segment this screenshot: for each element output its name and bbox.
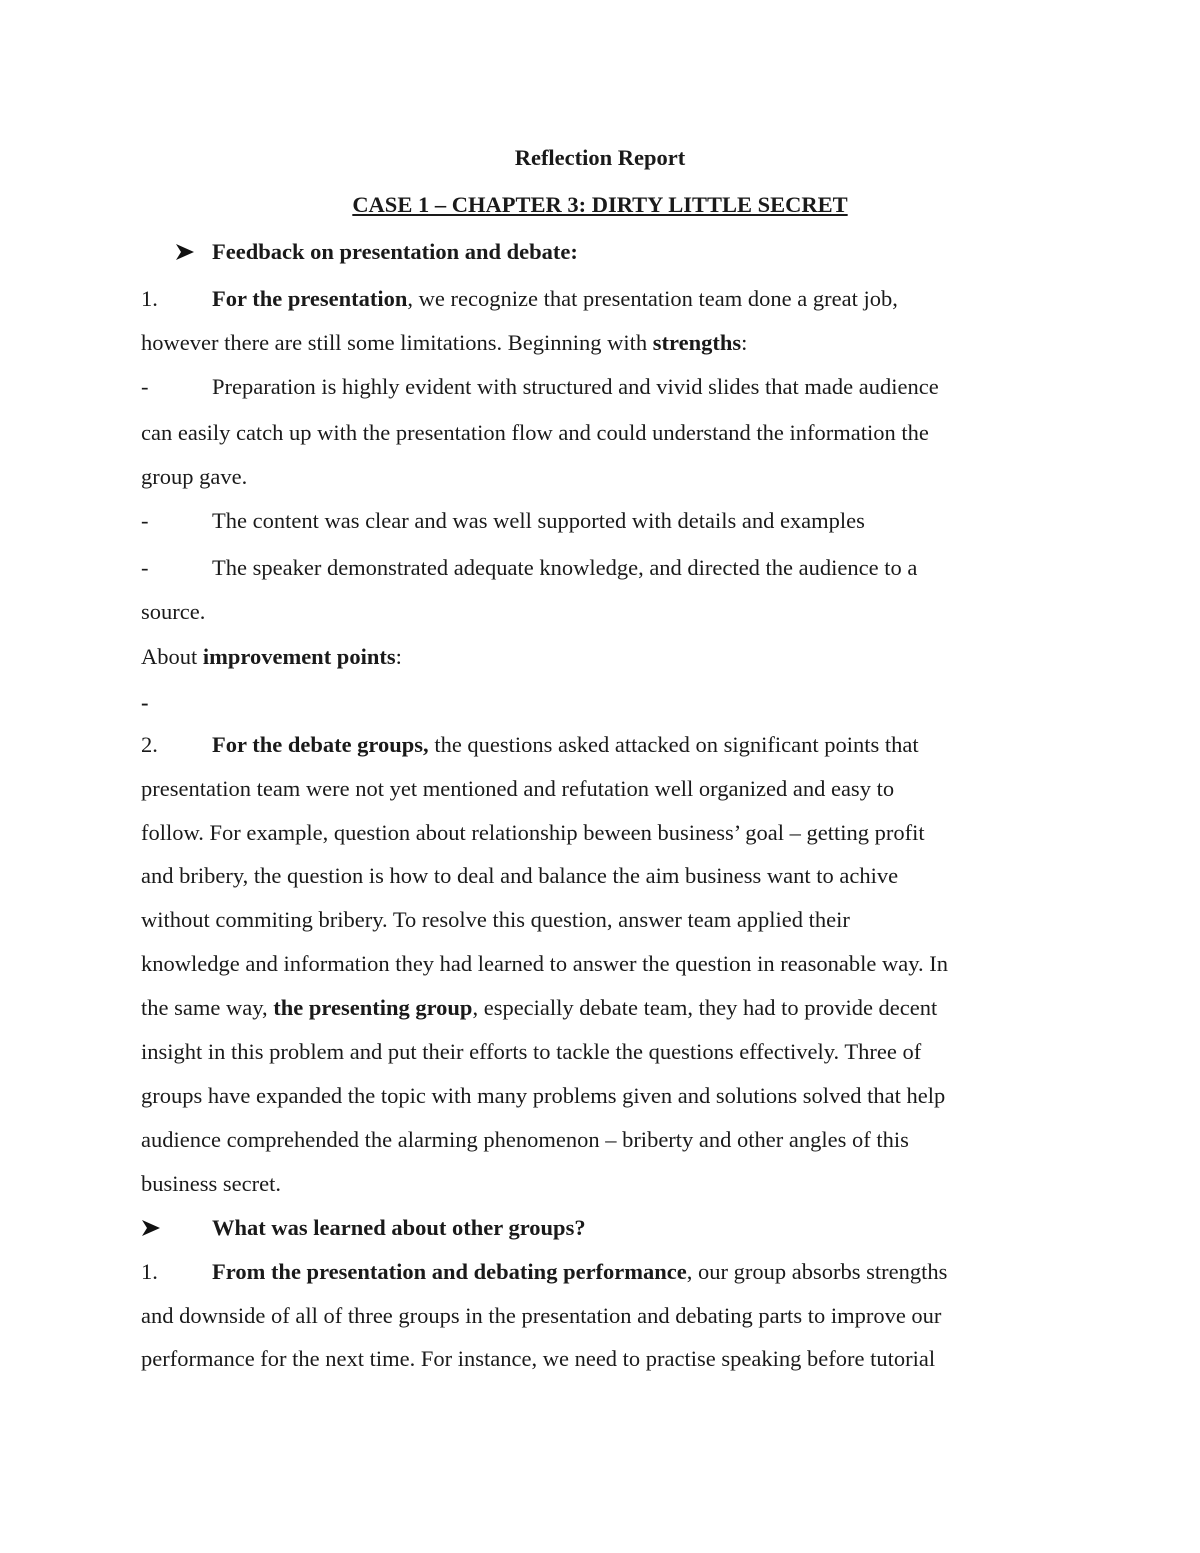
paragraph-line: and bribery, the question is how to deal and balance the aim business want to achive	[141, 863, 899, 888]
dash-marker: -	[141, 374, 149, 399]
paragraph-line: follow. For example, question about relationship beween business’ goal – getting profit	[141, 820, 925, 845]
item-text: , we recognize that presentation team done a great job,	[407, 286, 898, 311]
list-item	[141, 506, 1061, 536]
dash-marker: -	[141, 508, 149, 533]
section-heading-learned	[141, 1213, 1061, 1243]
paragraph-line: business secret.	[141, 1171, 281, 1196]
item-lead: For the presentation	[212, 286, 408, 311]
item-text: The content was clear and was well supported with details and examples	[212, 508, 865, 533]
item-text: Preparation is highly evident with structured and vivid slides that made audience	[212, 374, 939, 399]
strengths-label: strengths	[652, 330, 742, 355]
arrow-bullet-icon	[175, 237, 197, 267]
section-heading-text: Feedback on presentation and debate:	[212, 239, 578, 264]
paragraph-line: without commiting bribery. To resolve this question, answer team applied their	[141, 907, 850, 932]
paragraph-line: and downside of all of three groups in the presentation and debating parts to improve our	[141, 1303, 942, 1328]
paragraph-line: audience comprehended the alarming phenomenon – briberty and other angles of this	[141, 1127, 909, 1152]
text-span: the same way,	[141, 995, 274, 1020]
list-item	[141, 1257, 1061, 1287]
item-lead: For the debate groups,	[212, 732, 429, 757]
list-item	[141, 284, 1061, 314]
arrow-marker-wrap	[141, 1213, 212, 1243]
text-span: , especially debate team, they had to provide decent	[472, 995, 938, 1020]
list-item	[141, 730, 1061, 760]
paragraph-line: performance for the next time. For instance, we need to practise speaking before tutorial	[141, 1346, 936, 1371]
text-span: :	[395, 644, 402, 669]
paragraph-line: group gave.	[141, 464, 248, 489]
paragraph-line	[141, 642, 1061, 672]
arrow-bullet-icon	[141, 1213, 163, 1243]
text-span: About	[141, 644, 203, 669]
dash-marker: -	[141, 690, 149, 715]
list-number: 1.	[141, 1259, 158, 1284]
paragraph-line: can easily catch up with the presentation flow and could understand the information the	[141, 420, 929, 445]
list-item	[141, 372, 1061, 402]
list-number: 2.	[141, 732, 158, 757]
item-lead: From the presentation and debating performance	[212, 1259, 687, 1284]
text-span: :	[741, 330, 748, 355]
paragraph-line	[141, 993, 1061, 1023]
paragraph-line	[141, 328, 1061, 358]
paragraph-line: knowledge and information they had learned to answer the question in reasonable way. In	[141, 951, 949, 976]
item-text: , our group absorbs strengths	[686, 1259, 948, 1284]
paragraph-line: insight in this problem and put their efforts to tackle the questions effectively. Three of	[141, 1039, 922, 1064]
section-heading-text: What was learned about other groups?	[212, 1215, 586, 1240]
text-span: however there are still some limitations. Beginning with	[141, 330, 653, 355]
paragraph-line: source.	[141, 599, 206, 624]
list-number: 1.	[141, 286, 158, 311]
report-title: Reflection Report	[514, 145, 686, 170]
item-text: The speaker demonstrated adequate knowledge, and directed the audience to a	[212, 555, 918, 580]
paragraph-line: groups have expanded the topic with many problems given and solutions solved that help	[141, 1083, 946, 1108]
dash-marker: -	[141, 555, 149, 580]
item-text: the questions asked attacked on significant points that	[428, 732, 919, 757]
case-subtitle: CASE 1 – CHAPTER 3: DIRTY LITTLE SECRET	[352, 192, 848, 217]
list-item	[141, 553, 1061, 583]
paragraph-line: presentation team were not yet mentioned and refutation well organized and easy to	[141, 776, 895, 801]
presenting-group-label: the presenting group	[273, 995, 473, 1020]
improvement-label: improvement points	[202, 644, 396, 669]
